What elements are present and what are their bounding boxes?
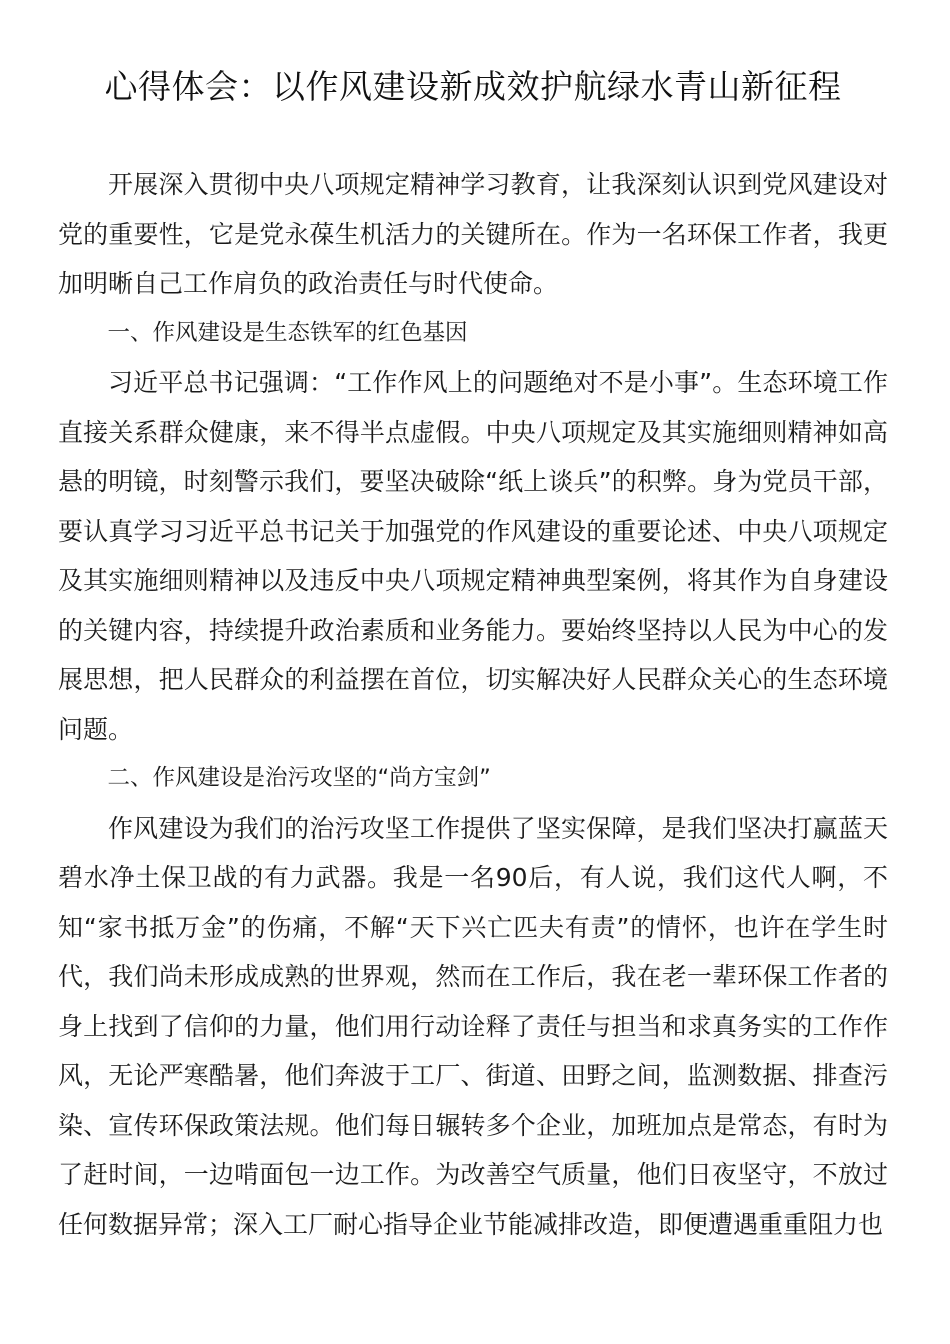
section-2-paragraph: 作风建设为我们的治污攻坚工作提供了坚实保障，是我们坚决打赢蓝天碧水净土保卫战的有力武器。我是一名90后，有人说，我们这代人啊，不知“家书抵万金”的伤痛，不解“天下兴亡匹夫有责”的情怀，也许在学生时代，我们尚未形成成熟的世界观，然而在工作后，我在老一辈环保工作者的身上找到了信仰的力量，他们用行动诠释了责任与担当和求真务实的工作作风，无论严寒酷暑，他们奔波于工厂、街道、田野之间，监测数据、排查污染、宣传环保政策法规。他们每日辗转多个企业，加班加点是常态，有时为了赶时间，一边啃面包一边工作。为改善空气质量，他们日夜坚守，不放过任何数据异常；深入工厂耐心指导企业节能减排改造，即便遭遇重重阻力也	[58, 813, 888, 1239]
document-page	[58, 62, 888, 1249]
section-1-paragraph: 习近平总书记强调：“工作作风上的问题绝对不是小事”。生态环境工作直接关系群众健康，来不得半点虚假。中央八项规定及其实施细则精神如高悬的明镜，时刻警示我们，要坚决破除“纸上谈兵”的积弊。身为党员干部，要认真学习习近平总书记关于加强党的作风建设的重要论述、中央八项规定及其实施细则精神以及违反中央八项规定精神典型案例，将其作为自身建设的关键内容，持续提升政治素质和业务能力。要始终坚持以人民为中心的发展思想，把人民群众的利益摆在首位，切实解决好人民群众关心的生态环境问题。	[58, 368, 888, 744]
section-2-heading: 二、作风建设是治污攻坚的“尚方宝剑”	[107, 765, 491, 791]
intro-paragraph: 开展深入贯彻中央八项规定精神学习教育，让我深刻认识到党风建设对党的重要性，它是党永葆生机活力的关键所在。作为一名环保工作者，我更加明晰自己工作肩负的政治责任与时代使命。	[58, 170, 888, 298]
document-title: 心得体会：以作风建设新成效护航绿水青山新征程	[104, 67, 842, 106]
section-1-heading: 一、作风建设是生态铁军的红色基因	[107, 319, 468, 346]
document-body	[58, 160, 888, 1249]
